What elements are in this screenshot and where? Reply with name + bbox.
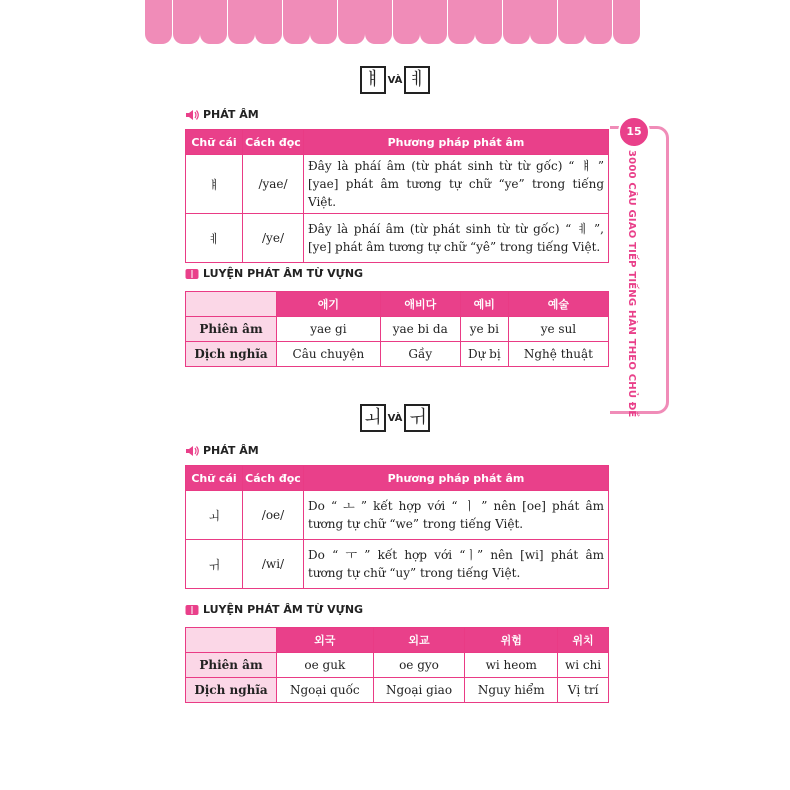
letter-cell: ㅟ [186,540,243,589]
section2-jamo-b: ㅟ [404,404,430,432]
vocab-cell: wi chi [558,653,609,678]
binder-tab [613,0,640,44]
method-cell: Đây là pháí âm (từ phát sinh từ từ gốc) “ ㅖ ”, [ye] phát âm tương tự chữ “yê” trong tiếng Việt. [304,214,609,263]
vocab-word: 위치 [558,628,609,653]
vocab-cell: yae bi da [380,317,460,342]
section1-phat-am-heading [185,108,259,121]
vocab-cell: ye bi [460,317,508,342]
vocab-cell: Nghệ thuật [508,342,608,367]
section2-title [0,404,790,432]
table-row [186,678,609,703]
binder-tab [283,0,310,44]
method-cell: Do “ ㅗ ” kết hợp với “ ㅣ ” nên [oe] phát âm tương tự chữ “we” trong tiếng Việt. [304,491,609,540]
section2-jamo-a: ㅚ [360,404,386,432]
section2-vocab-table [185,627,609,703]
section2-vocab-heading [185,603,363,616]
method-cell: Do “ ㅜ ” kết hợp với “ㅣ” nên [wi] phát âm tương tự chữ “uy” trong tiếng Việt. [304,540,609,589]
table-row [186,342,609,367]
speaker-icon [185,109,199,121]
blank-header [186,292,277,317]
header-phuong-phap: Phương pháp phát âm [304,130,609,155]
letter-cell: ㅖ [186,214,243,263]
page-number: 15 [618,116,650,148]
section2-phat-am-heading [185,444,259,457]
row-label: Phiên âm [186,317,277,342]
vocab-word: 외교 [373,628,465,653]
table-row [186,155,609,214]
vocab-cell: Dự bị [460,342,508,367]
letter-cell: ㅚ [186,491,243,540]
section1-phat-am-label: PHÁT ÂM [203,108,259,121]
section1-title [0,66,790,94]
header-chu-cai: Chữ cái [186,466,243,491]
binder-tab [365,0,392,44]
reading-cell: /oe/ [243,491,304,540]
vocab-cell: oe gyo [373,653,465,678]
reading-cell: /yae/ [243,155,304,214]
vocab-cell: oe guk [277,653,374,678]
binder-tab [585,0,612,44]
binder-tab [228,0,255,44]
binder-tab [310,0,337,44]
vocab-word: 위험 [465,628,558,653]
binder-tab [448,0,475,44]
binder-tabs [0,0,790,48]
book-icon [185,268,199,280]
header-cach-doc: Cách đọc [243,130,304,155]
vocab-cell: Vị trí [558,678,609,703]
book-icon [185,604,199,616]
row-label: Phiên âm [186,653,277,678]
header-cach-doc: Cách đọc [243,466,304,491]
binder-tab [255,0,282,44]
vocab-cell: Câu chuyện [277,342,381,367]
vocab-word: 애비다 [380,292,460,317]
side-panel [610,126,669,414]
table-row [186,540,609,589]
vocab-cell: yae gi [277,317,381,342]
vocab-cell: wi heom [465,653,558,678]
row-label: Dịch nghĩa [186,678,277,703]
binder-tab [338,0,365,44]
binder-tab [558,0,585,44]
header-chu-cai: Chữ cái [186,130,243,155]
vocab-cell: Ngoại quốc [277,678,374,703]
reading-cell: /wi/ [243,540,304,589]
vocab-cell: Nguy hiểm [465,678,558,703]
section1-vocab-table [185,291,609,367]
binder-tab [475,0,502,44]
table-row [186,653,609,678]
vocab-word: 외국 [277,628,374,653]
binder-tab [393,0,420,44]
vocab-cell: ye sul [508,317,608,342]
table-row [186,491,609,540]
letter-cell: ㅒ [186,155,243,214]
method-cell: Đây là pháí âm (từ phát sinh từ từ gốc) “ ㅒ ” [yae] phát âm tương tự chữ “ye” trong tiếng Việt. [304,155,609,214]
section1-va: VÀ [387,74,403,86]
header-phuong-phap: Phương pháp phát âm [304,466,609,491]
section2-pronunciation-table [185,465,609,589]
binder-tab [503,0,530,44]
table-row [186,317,609,342]
row-label: Dịch nghĩa [186,342,277,367]
table-row [186,214,609,263]
reading-cell: /ye/ [243,214,304,263]
speaker-icon [185,445,199,457]
vocab-word: 예비 [460,292,508,317]
section1-vocab-heading [185,267,363,280]
binder-tab [530,0,557,44]
section1-pronunciation-table [185,129,609,263]
section1-jamo-b: ㅖ [404,66,430,94]
section1-vocab-label: LUYỆN PHÁT ÂM TỪ VỰNG [203,267,364,280]
section2-vocab-label: LUYỆN PHÁT ÂM TỪ VỰNG [203,603,364,616]
binder-tab [200,0,227,44]
vocab-cell: Ngoại giao [373,678,465,703]
section2-phat-am-label: PHÁT ÂM [203,444,259,457]
blank-header [186,628,277,653]
binder-tab [145,0,172,44]
side-book-title: 3000 CÂU GIAO TIẾP TIẾNG HÀN THEO CHỦ ĐỀ [626,150,637,418]
section1-jamo-a: ㅒ [360,66,386,94]
vocab-cell: Gầy [380,342,460,367]
vocab-word: 예술 [508,292,608,317]
binder-tab [173,0,200,44]
section2-va: VÀ [387,412,403,424]
binder-tab [420,0,447,44]
vocab-word: 애기 [277,292,381,317]
